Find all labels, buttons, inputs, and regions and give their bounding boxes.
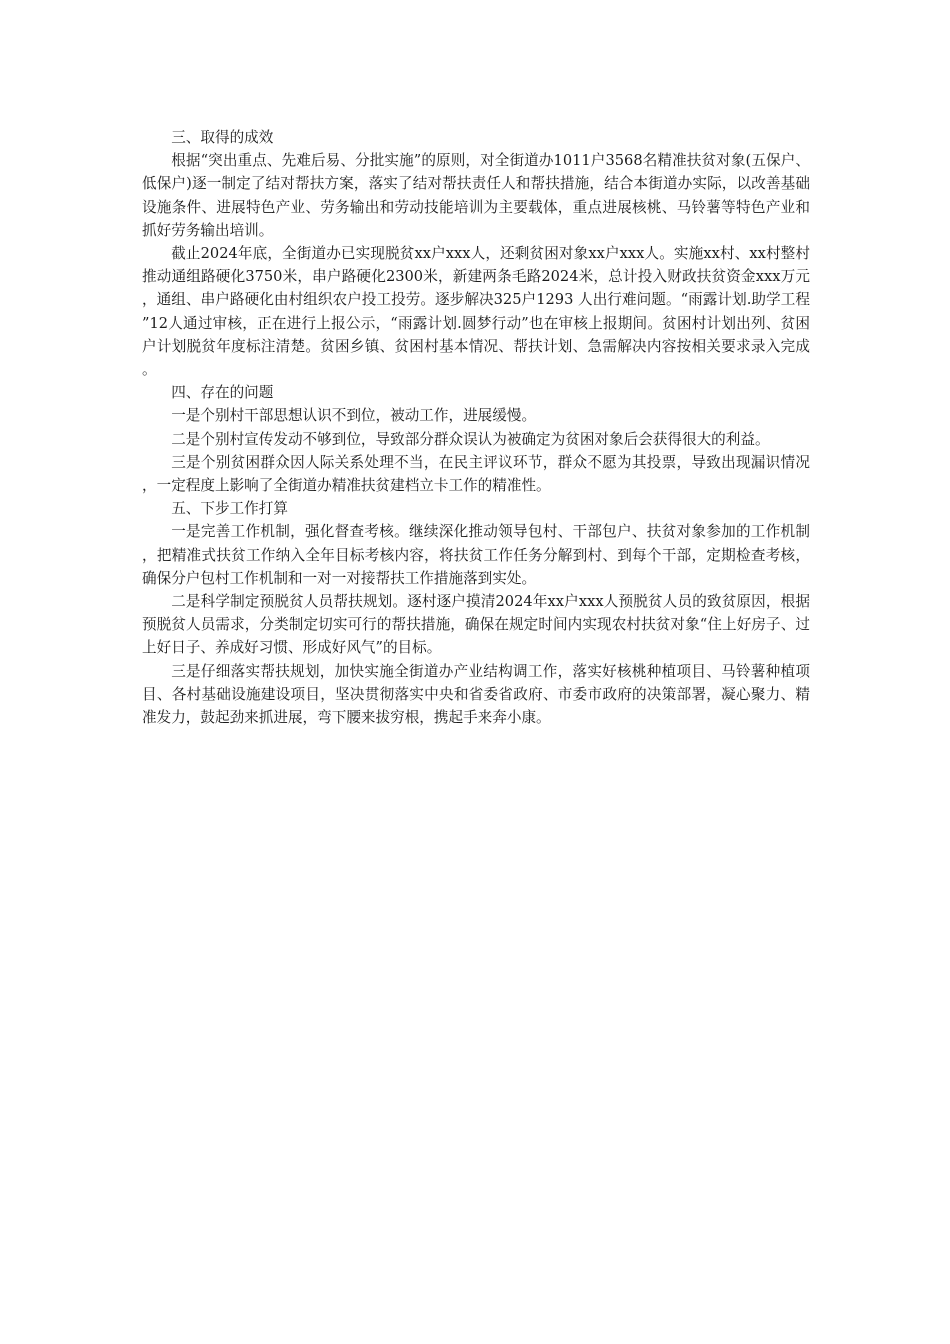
paragraph-problem-1: 一是个别村干部思想认识不到位，被动工作，进展缓慢。 [171, 407, 537, 425]
paragraph-plan-2: 二是科学制定预脱贫人员帮扶规划。逐村逐户摸清2024年xx户xxx人预脱贫人员的致贫原因，根据预脱贫人员需求，分类制定切实可行的帮扶措施，确保在规定时间内实现农村扶贫对象“住上好房子、过上好日子、养成好习惯、形成好风气”的目标。 [142, 593, 810, 657]
section-heading-achievements: 三、取得的成效 [171, 129, 274, 146]
paragraph-plan-1: 一是完善工作机制，强化督查考核。继续深化推动领导包村、干部包户、扶贫对象参加的工作机制，把精准式扶贫工作纳入全年目标考核内容，将扶贫工作任务分解到村、到每个干部，定期检查考核，确保分户包村工作机制和一对一对接帮扶工作措施落到实处。 [142, 523, 810, 587]
paragraph-progress: 截止2024年底，全街道办已实现脱贫xx户xxx人，还剩贫困对象xx户xxx人。实施xx村、xx村整村推动通组路硬化3750米，串户路硬化2300米，新建两条毛路2024米，总计投入财政扶贫资金xxx万元，通组、串户路硬化由村组织农户投工投劳。逐步解决325户1293 人出行难问题。“雨露计划.助学工程”12人通过审核，正在进行上报公示，“雨露计划.圆梦行动”也在审核上报期间。贫困村计划出列、贫困户计划脱贫年度标注清楚。贫困乡镇、贫困村基本情况、帮扶计划、急需解决内容按相关要求录入完成。 [142, 245, 810, 379]
paragraph-principles: 根据“突出重点、先难后易、分批实施”的原则，对全街道办1011户3568名精准扶贫对象(五保户、低保户)逐一制定了结对帮扶方案，落实了结对帮扶责任人和帮扶措施，结合本街道办实际，以改善基础设施条件、进展特色产业、劳务输出和劳动技能培训为主要载体，重点进展核桃、马铃薯等特色产业和抓好劳务输出培训。 [142, 152, 810, 239]
paragraph-problem-3: 三是个别贫困群众因人际关系处理不当，在民主评议环节，群众不愿为其投票，导致出现漏识情况，一定程度上影响了全街道办精准扶贫建档立卡工作的精准性。 [142, 453, 810, 495]
paragraph-problem-2: 二是个别村宣传发动不够到位，导致部分群众误认为被确定为贫困对象后会获得很大的利益。 [171, 430, 770, 448]
section-heading-next-steps: 五、下步工作打算 [171, 500, 288, 518]
paragraph-plan-3: 三是仔细落实帮扶规划，加快实施全街道办产业结构调工作，落实好核桃种植项目、马铃薯种植项目、各村基础设施建设项目，坚决贯彻落实中央和省委省政府、市委市政府的决策部署，凝心聚力、精准发力，鼓起劲来抓进展，弯下腰来拔穷根，携起手来奔小康。 [142, 662, 810, 727]
document-body [142, 126, 810, 729]
section-heading-problems: 四、存在的问题 [171, 384, 274, 402]
